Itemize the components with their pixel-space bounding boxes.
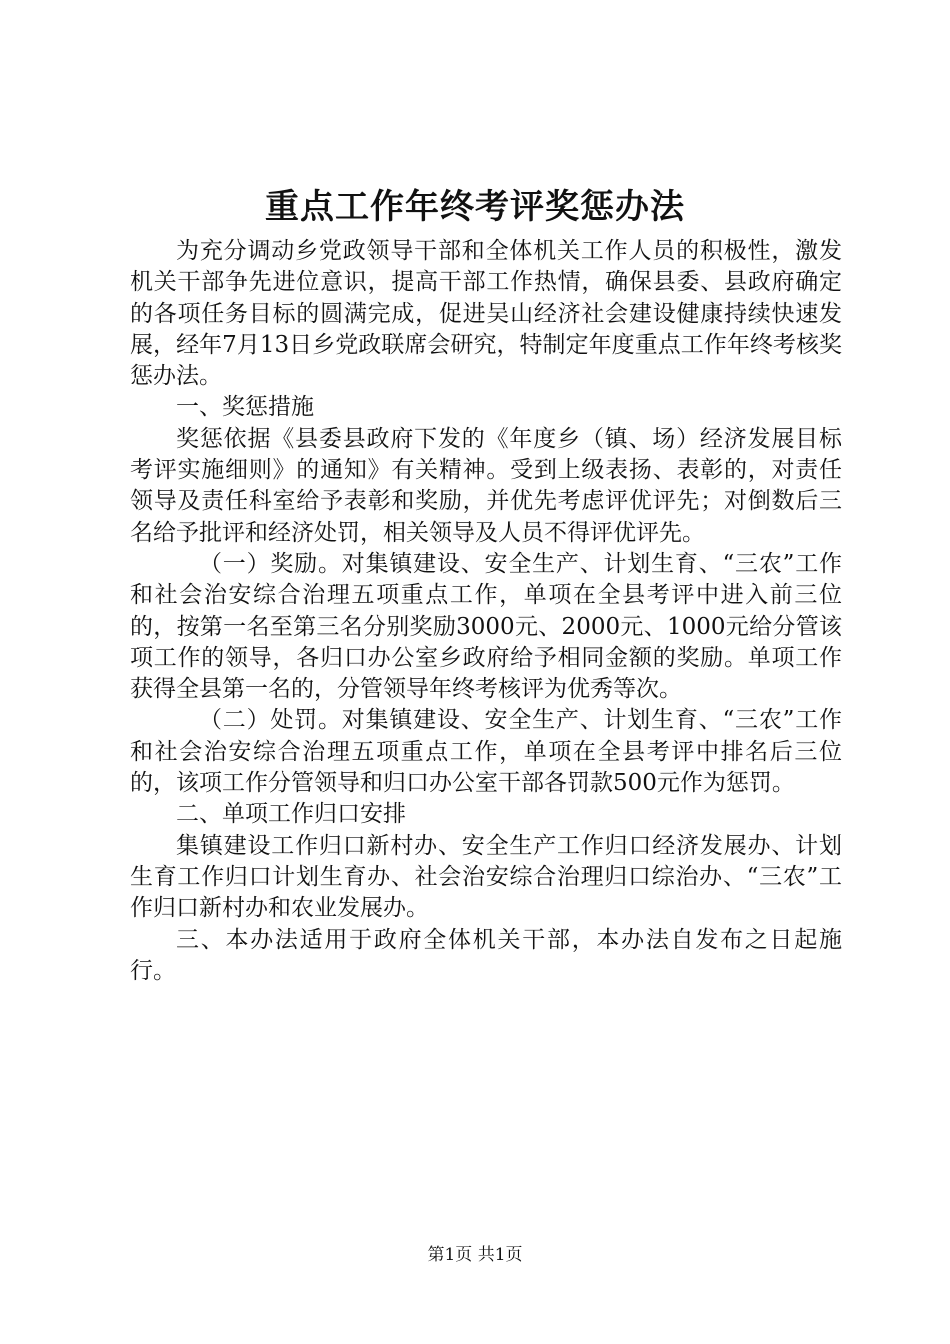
- section-3-paragraph: 三、本办法适用于政府全体机关干部，本办法自发布之日起施行。: [130, 926, 842, 984]
- intro-paragraph: 为充分调动乡党政领导干部和全体机关工作人员的积极性，激发机关干部争先进位意识，提高干部工作热情，确保县委、县政府确定的各项任务目标的圆满完成，促进吴山经济社会建设健康持续快速发展，经年7月13日乡党政联席会研究，特制定年度重点工作年终考核奖惩办法。: [130, 238, 842, 390]
- document-title: 重点工作年终考评奖惩办法: [265, 187, 685, 227]
- section-2-paragraph: 集镇建设工作归口新村办、安全生产工作归口经济发展办、计划生育工作归口计划生育办、社会治安综合治理归口综治办、“三农”工作归口新村办和农业发展办。: [130, 832, 842, 922]
- section-heading-1: 一、奖惩措施: [176, 394, 314, 421]
- reward-paragraph: （一）奖励。对集镇建设、安全生产、计划生育、“三农”工作和社会治安综合治理五项重点工作，单项在全县考评中进入前三位的，按第一名至第三名分别奖励3000元、2000元、1000元给分管该项工作的领导，各归口办公室乡政府给予相同金额的奖励。单项工作获得全县第一名的，分管领导年终考核评为优秀等次。: [130, 550, 842, 703]
- document-body: [130, 236, 842, 987]
- page-footer: 第1页 共1页: [427, 1245, 523, 1265]
- penalty-paragraph: （二）处罚。对集镇建设、安全生产、计划生育、“三农”工作和社会治安综合治理五项重点工作，单项在全县考评中排名后三位的，该项工作分管领导和归口办公室干部各罚款500元作为惩罚。: [130, 707, 842, 797]
- section-1-paragraph: 奖惩依据《县委县政府下发的《年度乡（镇、场）经济发展目标考评实施细则》的通知》有关精神。受到上级表扬、表彰的，对责任领导及责任科室给予表彰和奖励，并优先考虑评优评先；对倒数后三名给予批评和经济处罚，相关领导及人员不得评优评先。: [130, 425, 842, 546]
- section-heading-2: 二、单项工作归口安排: [176, 801, 406, 828]
